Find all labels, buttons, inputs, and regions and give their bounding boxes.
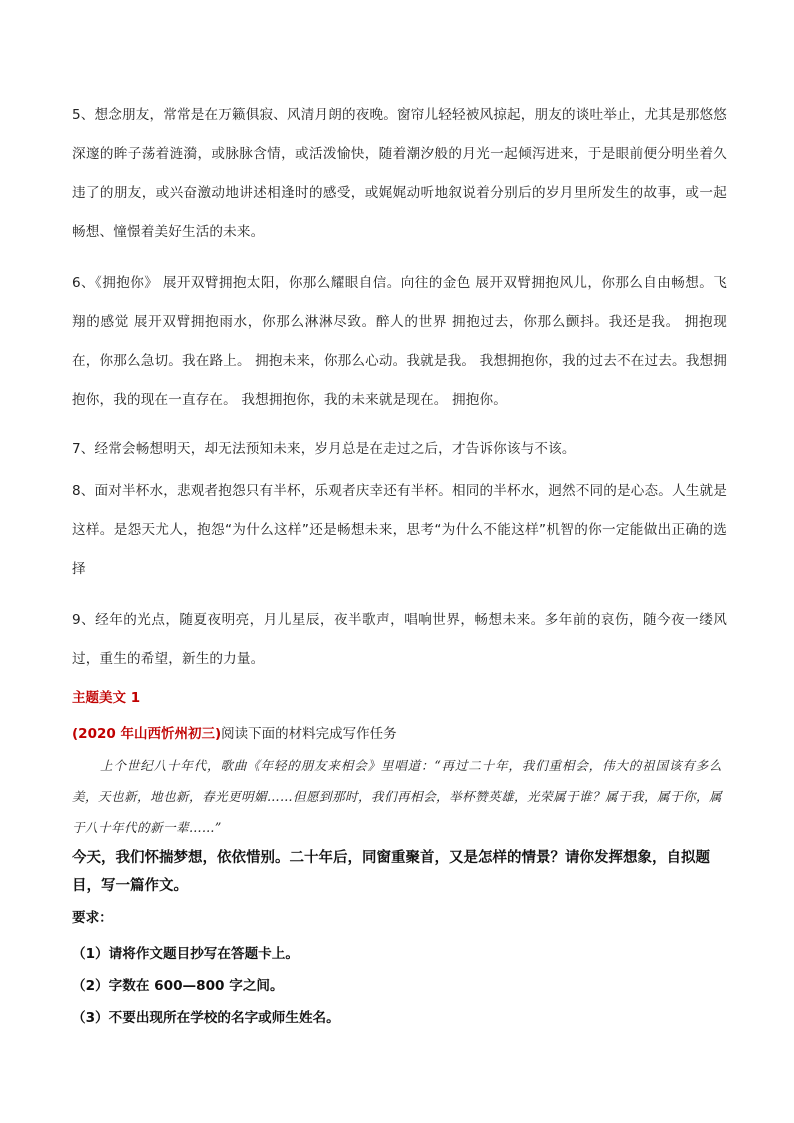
item-5-paragraph: 5、想念朋友，常常是在万籁俱寂、风清月朗的夜晚。窗帘儿轻轻被风掠起，朋友的谈吐举止，尤其是那悠悠深邃的眸子荡着涟漪，或脉脉含情，或活泼愉快，随着潮汐般的月光一起倾泻进来，于是眼前便分明坐着久违了的朋友，或兴奋激动地讲述相逢时的感受，或娓娓动听地叙说着分别后的岁月里所发生的故事，或一起畅想、憧憬着美好生活的未来。	[72, 107, 727, 240]
requirement-item: （3）不要出现所在学校的名字或师生姓名。	[72, 1010, 340, 1026]
source-text: 阅读下面的材料完成写作任务	[221, 726, 397, 742]
requirement-item: （1）请将作文题目抄写在答题卡上。	[72, 946, 299, 962]
song-quote: 上个世纪八十年代，歌曲《年轻的朋友来相会》里唱道：“再过二十年，我们重相会，伟大的祖国该有多么美，天也新，地也新，春光更明媚……但愿到那时，我们再相会，举杯赞英雄，光荣属于谁？属于我，属于你，属于八十年代的新一辈……”	[72, 758, 722, 835]
section-heading: 主题美文 1	[72, 690, 141, 706]
item-8-paragraph: 8、面对半杯水，悲观者抱怨只有半杯，乐观者庆幸还有半杯。相同的半杯水，迥然不同的是心态。人生就是这样。是怨天尤人，抱怨“为什么这样”还是畅想未来，思考“为什么不能这样”机智的你一定能做出正确的选择	[72, 483, 727, 577]
item-6-paragraph: 6、《拥抱你》 展开双臂拥抱太阳，你那么耀眼自信。向往的金色 展开双臂拥抱风儿，你那么自由畅想。飞翔的感觉 展开双臂拥抱雨水，你那么淋淋尽致。醉人的世界 拥抱过去，你那么颤抖。我还是我。 拥抱现在，你那么急切。我在路上。 拥抱未来，你那么心动。我就是我。 我想拥抱你，我的过去不在过去。我想拥抱你，我的现在一直存在。 我想拥抱你，我的未来就是现在。 拥抱你。	[72, 275, 727, 408]
source-line	[72, 724, 397, 744]
writing-prompt: 今天，我们怀揣梦想，依依惜别。二十年后，同窗重聚首，又是怎样的情景？请你发挥想象，自拟题目，写一篇作文。	[72, 850, 710, 894]
item-9-paragraph: 9、经年的光点，随夏夜明亮，月儿星辰，夜半歌声，唱响世界，畅想未来。多年前的哀伤，随今夜一缕风过，重生的希望，新生的力量。	[72, 612, 727, 667]
item-7-paragraph: 7、经常会畅想明天，却无法预知未来，岁月总是在走过之后，才告诉你该与不该。	[72, 441, 576, 457]
requirements-label: 要求：	[72, 910, 113, 926]
source-tag: (2020 年山西忻州初三)	[72, 726, 222, 742]
requirement-item: （2）字数在 600—800 字之间。	[72, 978, 284, 994]
